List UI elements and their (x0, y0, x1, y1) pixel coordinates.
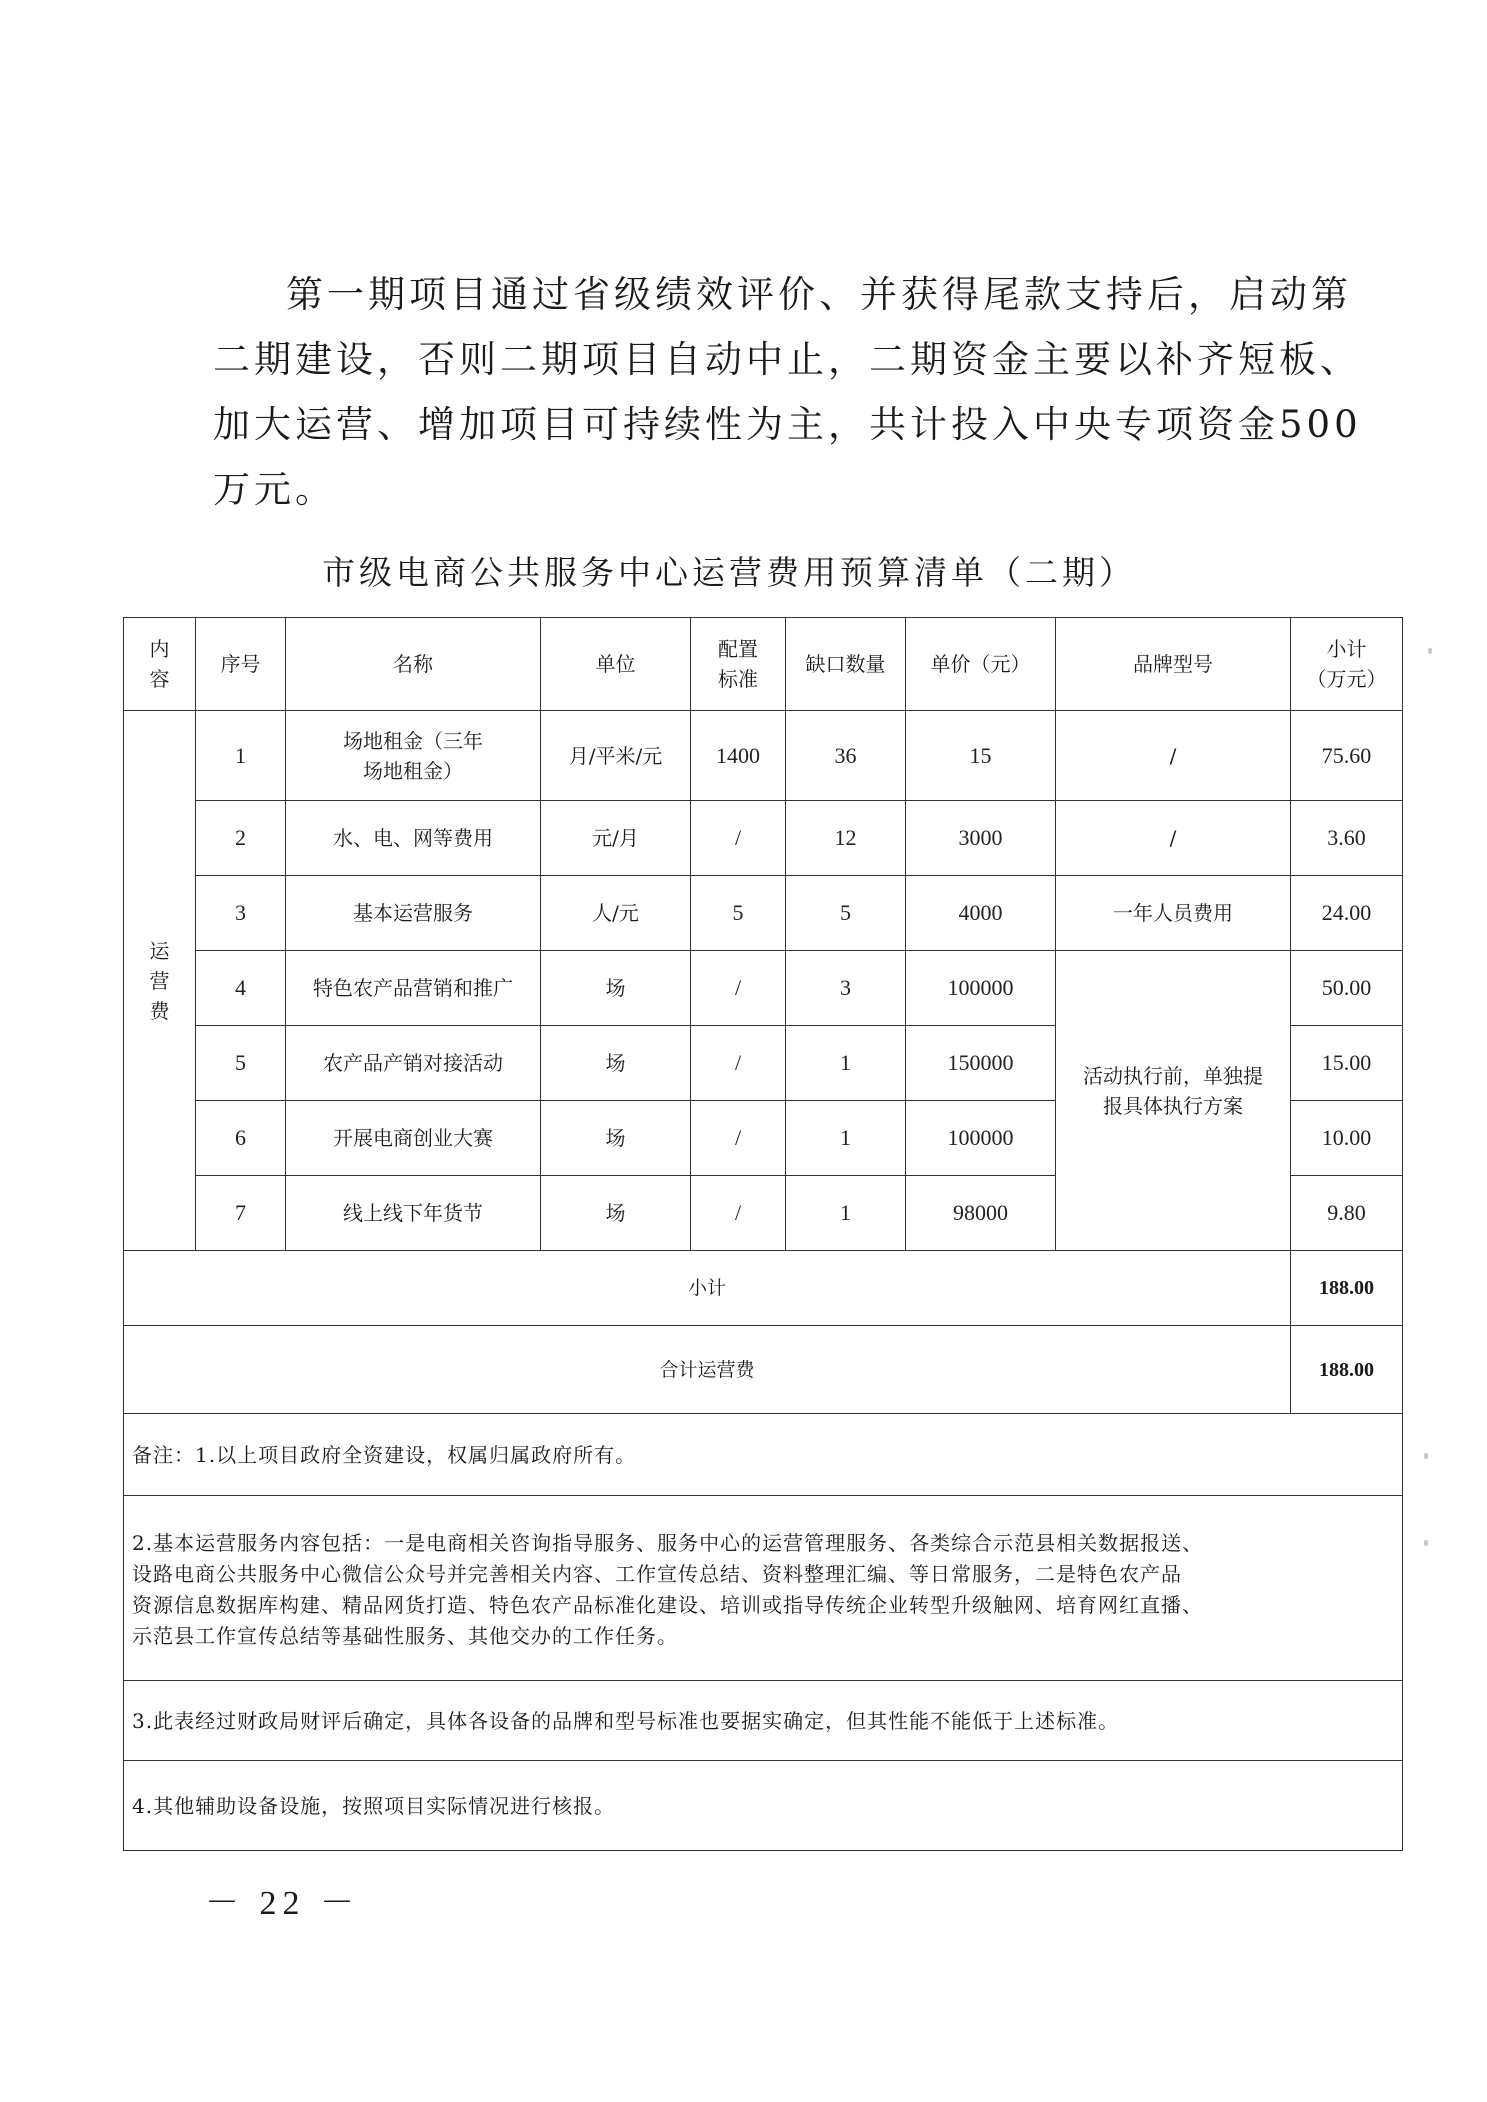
scan-speck (1424, 1540, 1428, 1546)
cell-brand: / (1056, 711, 1291, 801)
cell-unit-price: 4000 (906, 876, 1056, 951)
cell-unit-price: 100000 (906, 951, 1056, 1026)
table-title: 市级电商公共服务中心运营费用预算清单（二期） (322, 553, 1136, 592)
cell-subtotal: 15.00 (1291, 1026, 1403, 1101)
cell-brand-merged: 活动执行前，单独提 报具体执行方案 (1056, 951, 1291, 1251)
subtotal-row (124, 1251, 1403, 1326)
cell-name: 开展电商创业大赛 (286, 1101, 541, 1176)
cell-unit: 月/平米/元 (541, 711, 691, 801)
header-seq: 序号 (196, 618, 286, 711)
cell-unit-price: 100000 (906, 1101, 1056, 1176)
cell-gap-qty: 1 (786, 1101, 906, 1176)
note-3: 3.此表经过财政局财评后确定，具体各设备的品牌和型号标准也要据实确定，但其性能不能低于上述标准。 (124, 1681, 1403, 1761)
note-2: 2.基本运营服务内容包括：一是电商相关咨询指导服务、服务中心的运营管理服务、各类综合示范县相关数据报送、 设路电商公共服务中心微信公众号并完善相关内容、工作宣传总结、资料整理汇编、等日常服务，二是特色农产品 资源信息数据库构建、精品网货打造、特色农产品标准化建设、培训或指导传统企业转型升级触网、培育网红直播、 示范县工作宣传总结等基础性服务、其他交办的工作任务。 (124, 1496, 1403, 1681)
cell-gap-qty: 5 (786, 876, 906, 951)
scan-speck (1424, 1453, 1428, 1459)
total-row (124, 1326, 1403, 1414)
intro-paragraph (213, 262, 1362, 522)
cell-gap-qty: 3 (786, 951, 906, 1026)
cell-name: 水、电、网等费用 (286, 801, 541, 876)
cell-unit: 元/月 (541, 801, 691, 876)
cell-seq: 1 (196, 711, 286, 801)
header-brand-model: 品牌型号 (1056, 618, 1291, 711)
cell-name: 特色农产品营销和推广 (286, 951, 541, 1026)
cell-name: 场地租金（三年 场地租金） (286, 711, 541, 801)
subtotal-label: 小计 (124, 1251, 1291, 1326)
cell-subtotal: 24.00 (1291, 876, 1403, 951)
cell-seq: 2 (196, 801, 286, 876)
cell-brand: 一年人员费用 (1056, 876, 1291, 951)
header-standard: 配置 标准 (691, 618, 786, 711)
cell-unit-price: 150000 (906, 1026, 1056, 1101)
cell-subtotal: 10.00 (1291, 1101, 1403, 1176)
cell-name: 农产品产销对接活动 (286, 1026, 541, 1101)
table-row (124, 801, 1403, 876)
paragraph-line: 万元。 (213, 468, 336, 511)
cell-unit-price: 3000 (906, 801, 1056, 876)
cell-unit: 场 (541, 1101, 691, 1176)
header-unit: 单位 (541, 618, 691, 711)
note-row (124, 1414, 1403, 1496)
note-1: 备注：1.以上项目政府全资建设，权属归属政府所有。 (124, 1414, 1403, 1496)
cell-standard: 1400 (691, 711, 786, 801)
cell-gap-qty: 36 (786, 711, 906, 801)
cell-standard: / (691, 1176, 786, 1251)
table-row (124, 951, 1403, 1026)
cell-standard: 5 (691, 876, 786, 951)
total-value: 188.00 (1291, 1326, 1403, 1414)
cell-brand: / (1056, 801, 1291, 876)
cell-seq: 7 (196, 1176, 286, 1251)
cell-gap-qty: 1 (786, 1026, 906, 1101)
paragraph-line: 二期建设，否则二期项目自动中止，二期资金主要以补齐短板、 (213, 338, 1361, 381)
cell-seq: 6 (196, 1101, 286, 1176)
header-subtotal: 小计 （万元） (1291, 618, 1403, 711)
cell-unit: 人/元 (541, 876, 691, 951)
note-row (124, 1496, 1403, 1681)
cell-subtotal: 50.00 (1291, 951, 1403, 1026)
cell-seq: 4 (196, 951, 286, 1026)
note-4: 4.其他辅助设备设施，按照项目实际情况进行核报。 (124, 1761, 1403, 1851)
cell-subtotal: 75.60 (1291, 711, 1403, 801)
cell-standard: / (691, 1101, 786, 1176)
cell-standard: / (691, 801, 786, 876)
cell-unit: 场 (541, 951, 691, 1026)
header-unit-price: 单价（元） (906, 618, 1056, 711)
table-header-row (124, 618, 1403, 711)
cell-unit-price: 15 (906, 711, 1056, 801)
header-content: 内 容 (124, 618, 196, 711)
paragraph-line: 第一期项目通过省级绩效评价、并获得尾款支持后，启动第 (286, 273, 1352, 316)
cell-gap-qty: 1 (786, 1176, 906, 1251)
table-row (124, 876, 1403, 951)
header-name: 名称 (286, 618, 541, 711)
cell-name: 基本运营服务 (286, 876, 541, 951)
cell-standard: / (691, 951, 786, 1026)
cell-seq: 3 (196, 876, 286, 951)
table-row (124, 711, 1403, 801)
cell-unit-price: 98000 (906, 1176, 1056, 1251)
cell-unit: 场 (541, 1176, 691, 1251)
cell-name: 线上线下年货节 (286, 1176, 541, 1251)
header-gap-qty: 缺口数量 (786, 618, 906, 711)
paragraph-line: 加大运营、增加项目可持续性为主，共计投入中央专项资金500 (213, 403, 1362, 446)
cell-gap-qty: 12 (786, 801, 906, 876)
total-label: 合计运营费 (124, 1326, 1291, 1414)
cell-unit: 场 (541, 1026, 691, 1101)
scan-speck (1428, 648, 1432, 654)
cell-subtotal: 9.80 (1291, 1176, 1403, 1251)
cell-subtotal: 3.60 (1291, 801, 1403, 876)
subtotal-value: 188.00 (1291, 1251, 1403, 1326)
cell-standard: / (691, 1026, 786, 1101)
page-number: － 22 － (205, 1885, 360, 1922)
budget-table (123, 617, 1403, 1851)
note-row (124, 1681, 1403, 1761)
note-row (124, 1761, 1403, 1851)
cell-seq: 5 (196, 1026, 286, 1101)
category-cell: 运 营 费 (124, 711, 196, 1251)
